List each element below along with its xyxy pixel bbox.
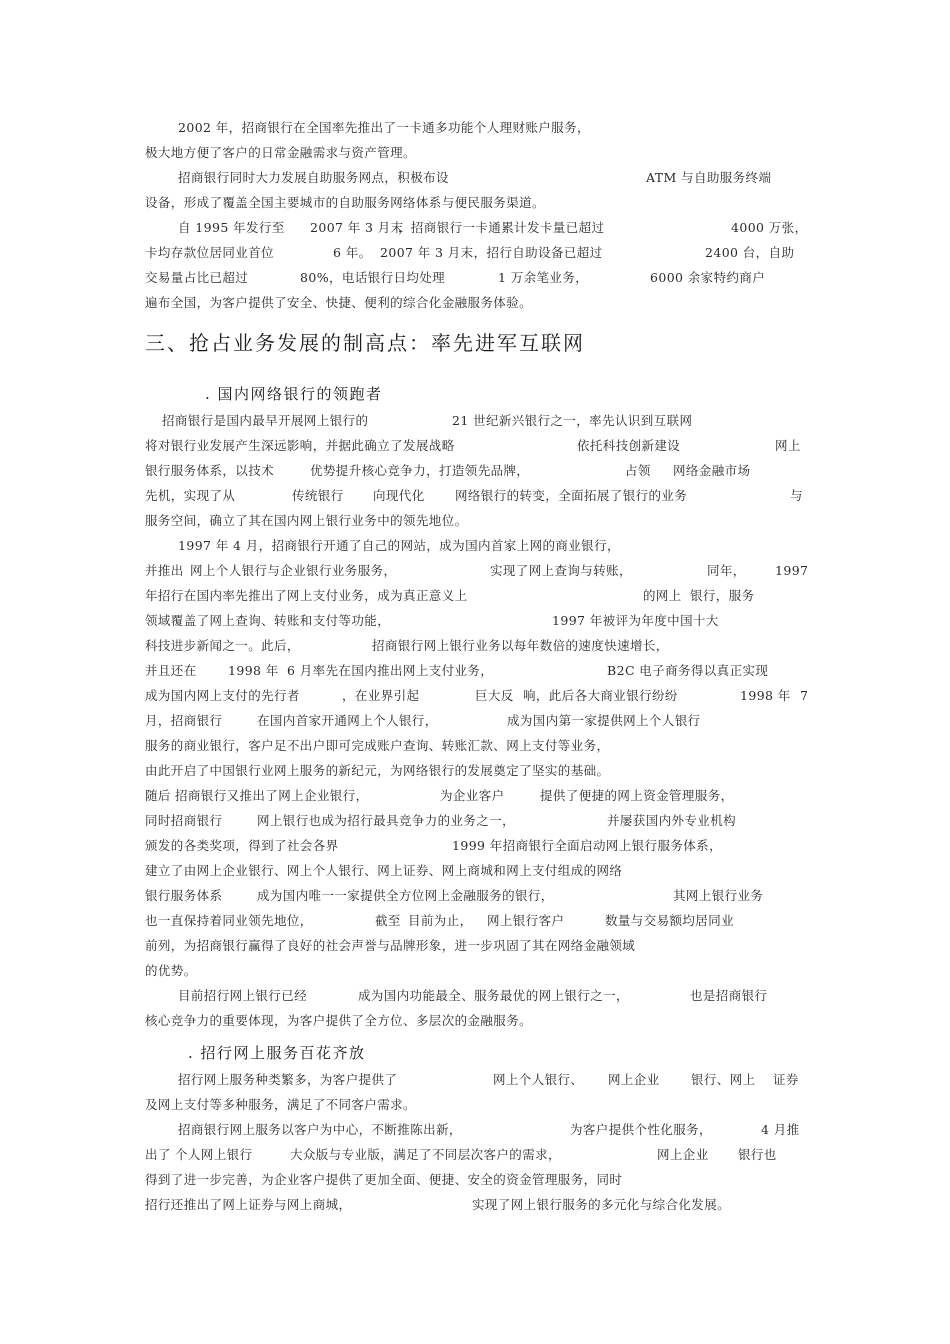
para-line: 自 1995 年发行至 2007 年 3 月末 ，招商银行一卡通累计发卡量已超过 4000 万张，	[178, 220, 808, 235]
para-line: 领域覆盖了网上查询、转账和支付等功能， 1997 年被评为年度中国十大	[145, 613, 719, 628]
para-line: 1997 年 4 月，招商银行开通了自己的网站，成为国内首家上网的商业银行，	[178, 538, 620, 553]
para-line: 招行网上服务种类繁多，为客户提供了 网上个人银行、 网上企业 银行、网上 证券	[178, 1072, 799, 1087]
para-line: 将对银行业发展产生深远影响，并据此确立了发展战略 依托科技创新建设 网上	[145, 438, 801, 453]
para-line: 也一直保持着同业领先地位， 截至 目前为止， 网上银行客户 数量与交易额均居同业	[145, 913, 735, 928]
para-line: 服务空间，确立了其在国内网上银行业务中的领先地位。	[145, 513, 468, 528]
para-line: 银行服务体系 成为国内唯一一家提供全方位网上金融服务的银行， 其网上银行业务	[145, 888, 764, 903]
para-line: 得到了进一步完善，为企业客户提供了更加全面、便捷、安全的资金管理服务，同时	[145, 1172, 623, 1187]
section-heading: 三、抢占业务发展的制高点：率先进军互联网	[145, 331, 585, 355]
para-line: 招商银行是国内最早开展网上银行的 21 世纪新兴银行之一，率先认识到互联网	[162, 413, 693, 428]
para-line: 卡均存款位居同业首位 6 年。 2007 年 3 月末，招行自助设备已超过 2400 台，自助	[145, 245, 795, 260]
para-line: 遍布全国，为客户提供了安全、快捷、便利的综合化金融服务体验。	[145, 295, 533, 310]
para-line: 极大地方便了客户的日常金融需求与资产管理。	[145, 145, 416, 160]
para-line: 先机，实现了从 传统银行 向现代化 网络银行的转变，全面拓展了银行的业务 与	[145, 488, 803, 503]
para-line: 及网上支付等多种服务，满足了不同客户需求。	[145, 1097, 416, 1112]
para-line: 颁发的各类奖项，得到了社会各界 1999 年招商银行全面启动网上银行服务体系，	[145, 838, 722, 853]
para-line: 的优势。	[145, 963, 197, 978]
para-line: 服务的商业银行，客户足不出户即可完成账户查询、转账汇款、网上支付等业务，	[145, 738, 610, 753]
para-line: 并且还在 1998 年 6 月率先在国内推出网上支付业务， B2C 电子商务得以真正实现	[145, 663, 769, 678]
para-line: 出了 个人网上银行 大众版与专业版，满足了不同层次客户的需求， 网上企业 银行也	[145, 1147, 777, 1162]
para-line: 银行服务体系，以技术 优势提升核心竞争力，打造领先品牌， 占领 网络金融市场	[145, 463, 751, 478]
para-line: 由此开启了中国银行业网上服务的新纪元，为网络银行的发展奠定了坚实的基础。	[145, 763, 610, 778]
para-line: 并推出 网上个人银行与企业银行业务服务， 实现了网上查询与转账， 同年， 1997	[145, 563, 809, 578]
para-line: 同时招商银行 网上银行也成为招行最具竞争力的业务之一， 并屡获国内外专业机构	[145, 813, 737, 828]
para-line: 招行还推出了网上证券与网上商城， 实现了网上银行服务的多元化与综合化发展。	[145, 1197, 731, 1212]
subsection-heading-1: . 国内网络银行的领跑者	[205, 385, 383, 403]
para-line: 招商银行同时大力发展自助服务网点，积极布设 ATM 与自助服务终端	[178, 170, 772, 185]
para-line: 月，招商银行 在国内首家开通网上个人银行， 成为国内第一家提供网上个人银行	[145, 713, 701, 728]
para-line: 目前招行网上银行已经 成为国内功能最全、服务最优的网上银行之一， 也是招商银行	[178, 988, 768, 1003]
para-line: 科技进步新闻之一。此后， 招商银行网上银行业务以每年数倍的速度快速增长，	[145, 638, 669, 653]
para-line: 设备，形成了覆盖全国主要城市的自助服务网络体系与便民服务渠道。	[145, 195, 545, 210]
para-line: 2002 年，招商银行在全国率先推出了一卡通多功能个人理财账户服务，	[178, 120, 590, 135]
para-line: 核心竞争力的重要体现，为客户提供了全方位、多层次的金融服务。	[145, 1013, 533, 1028]
subsection-heading-2: . 招行网上服务百花齐放	[188, 1044, 366, 1062]
para-line: 前列，为招商银行赢得了良好的社会声誉与品牌形象，进一步巩固了其在网络金融领域	[145, 938, 636, 953]
para-line: 招商银行网上服务以客户为中心，不断推陈出新， 为客户提供个性化服务， 4 月推	[178, 1122, 800, 1137]
para-line: 随后 招商银行又推出了网上企业银行， 为企业客户 提供了便捷的网上资金管理服务，	[145, 788, 734, 803]
para-line: 成为国内网上支付的先行者 ，在业界引起 巨大反 响，此后各大商业银行纷纷 1998 年 7	[145, 688, 809, 703]
para-line: 年招行在国内率先推出了网上支付业务，成为真正意义上 的网上 银行，服务	[145, 588, 755, 603]
para-line: 建立了由网上企业银行、网上个人银行、网上证券、网上商城和网上支付组成的网络	[145, 863, 623, 878]
para-line: 交易量占比已超过 80%，电话银行日均处理 1 万余笔业务， 6000 余家特约商户	[145, 270, 766, 285]
